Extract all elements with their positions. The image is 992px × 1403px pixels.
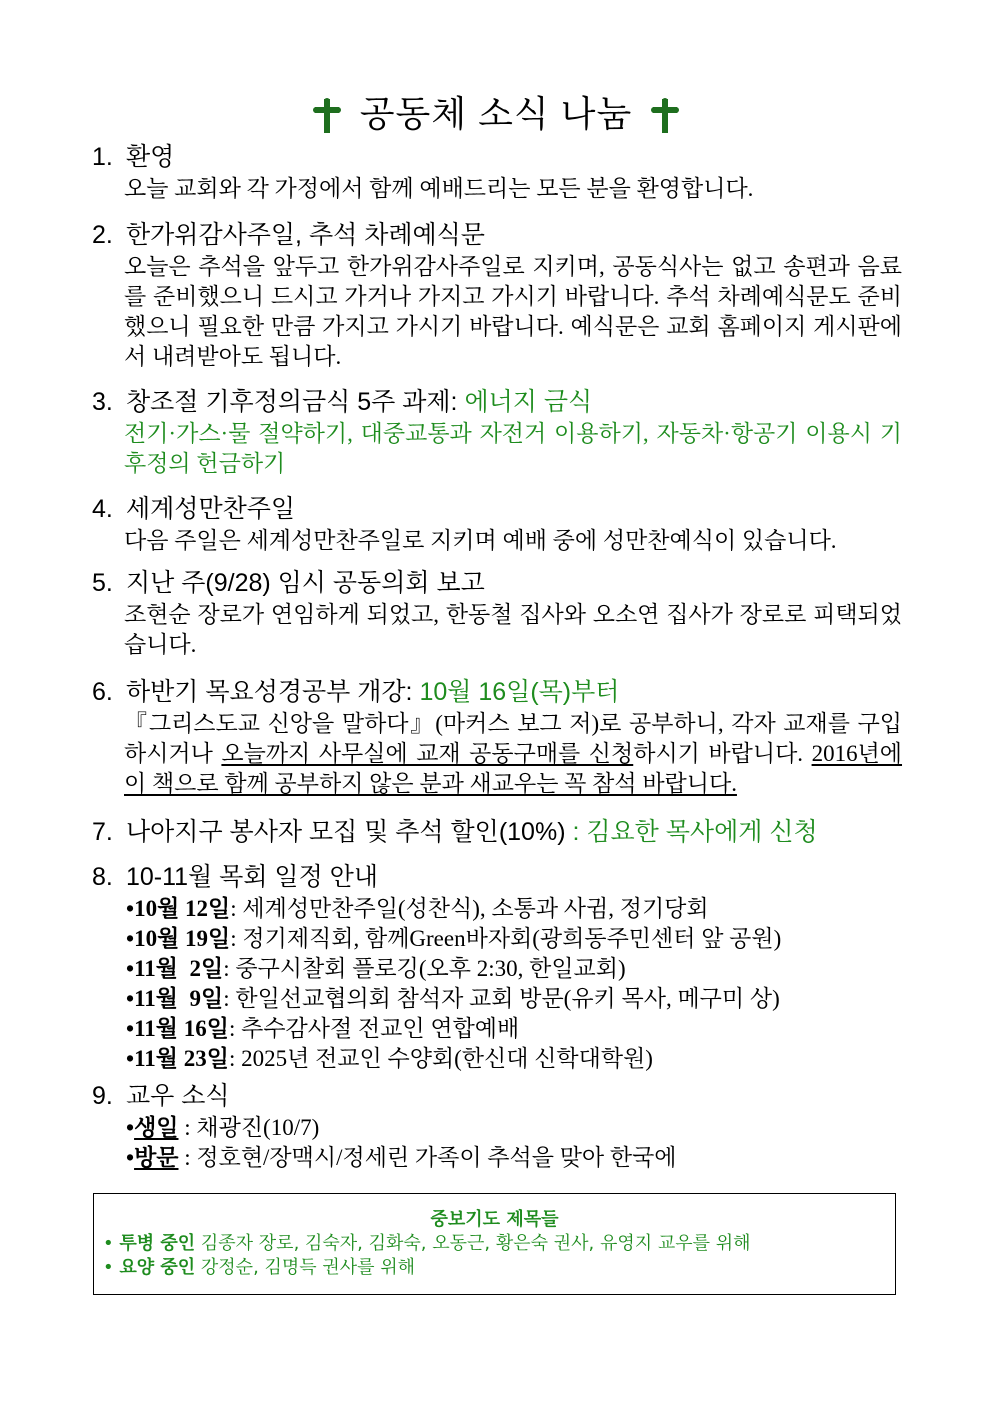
section-bible-study (92, 675, 902, 799)
schedule-item (126, 924, 902, 954)
schedule-desc: : 세계성만찬주일(성찬식), 소통과 사귐, 정기당회 (230, 896, 709, 921)
section-heading: 10-11월 목회 일정 안내 (126, 863, 378, 891)
schedule-desc: : 중구시찰회 플로깅(오후 2:30, 한일교회) (223, 956, 626, 981)
section-heading: 하반기 목요성경공부 개강: (126, 678, 413, 706)
schedule-item (126, 984, 902, 1014)
section-thanksgiving (92, 218, 902, 372)
news-label: 생일 (134, 1115, 179, 1140)
section-number: 2. (92, 221, 113, 249)
prayer-line (103, 1232, 895, 1256)
underlined-text: 오늘까지 사무실에 교재 공동구매를 신청 (221, 741, 634, 766)
bullet: • (126, 1016, 135, 1041)
cross-icon (650, 97, 680, 135)
cross-icon (312, 97, 342, 135)
section-member-news (92, 1079, 902, 1173)
schedule-date: 11월 16일 (134, 1016, 229, 1041)
prayer-text: 김종자 장로, 김숙자, 김화숙, 오동근, 황은숙 권사, 유영지 교우를 위해 (195, 1233, 751, 1254)
section-heading-highlight: : 김요한 목사에게 신청 (572, 818, 818, 846)
member-news-list (126, 1113, 902, 1173)
bullet: • (126, 986, 135, 1011)
news-item (126, 1143, 902, 1173)
bullet: • (103, 1233, 114, 1254)
prayer-label: 투병 중인 (119, 1233, 196, 1254)
schedule-date: 10월 19일 (134, 926, 231, 951)
section-volunteer (92, 815, 902, 849)
schedule-item (126, 1014, 902, 1044)
section-number: 1. (92, 143, 113, 171)
section-schedule (92, 860, 902, 1074)
prayer-label: 요양 중인 (119, 1257, 196, 1278)
section-heading-highlight: 에너지 금식 (464, 388, 593, 416)
news-desc: : 채광진(10/7) (178, 1115, 320, 1140)
section-heading: 교우 소식 (126, 1082, 230, 1110)
prayer-text: 강정순, 김명득 권사를 위해 (195, 1257, 416, 1278)
prayer-request-box (93, 1193, 896, 1295)
prayer-line (103, 1256, 895, 1280)
section-text: 전기·가스·물 절약하기, 대중교통과 자전거 이용하기, 자동차·항공기 이용시 기후정의 헌금하기 (124, 421, 902, 476)
schedule-desc: : 한일선교협의회 참석자 교회 방문(유키 목사, 메구미 상) (223, 986, 780, 1011)
underlined-text: 2016년에 이 책으로 함께 공부하지 않은 분과 새교우는 꼭 참석 바랍니다. (124, 741, 903, 796)
section-number: 4. (92, 495, 113, 523)
section-text (124, 709, 902, 799)
page-title: 공동체 소식 나눔 (359, 93, 633, 134)
section-heading-highlight: 10월 16일(목)부터 (419, 678, 620, 706)
bullet: • (126, 1046, 135, 1071)
section-heading: 창조절 기후정의금식 5주 과제: (126, 388, 458, 416)
section-number: 5. (92, 569, 113, 597)
schedule-date: 11월 2일 (134, 956, 224, 981)
schedule-item (126, 954, 902, 984)
bullet: • (126, 956, 135, 981)
section-heading: 환영 (126, 143, 175, 171)
schedule-desc: : 2025년 전교인 수양회(한신대 신학대학원) (228, 1046, 653, 1071)
section-number: 6. (92, 678, 113, 706)
bullet: • (126, 926, 135, 951)
text-part: 하시기 바랍니다. (633, 741, 812, 766)
section-communion-sunday (92, 492, 902, 556)
bullet: • (126, 1115, 135, 1140)
section-number: 9. (92, 1082, 113, 1110)
schedule-date: 10월 12일 (134, 896, 231, 921)
section-climate-fast (92, 385, 902, 479)
section-number: 3. (92, 388, 113, 416)
schedule-item (126, 894, 902, 924)
section-number: 8. (92, 863, 113, 891)
schedule-desc: : 정기제직회, 함께Green바자회(광희동주민센터 앞 공원) (230, 926, 782, 951)
section-text: 다음 주일은 세계성만찬주일로 지키며 예배 중에 성만찬예식이 있습니다. (124, 528, 837, 553)
prayer-title: 중보기도 제목들 (430, 1209, 559, 1230)
schedule-desc: : 추수감사절 전교인 연합예배 (228, 1016, 520, 1041)
news-desc: : 정호현/장맥시/정세린 가족이 추석을 맞아 한국에 (178, 1145, 677, 1170)
news-label: 방문 (134, 1145, 179, 1170)
section-heading: 지난 주(9/28) 임시 공동의회 보고 (126, 569, 485, 597)
section-heading: 나아지구 봉사자 모집 및 추석 할인(10%) (126, 818, 566, 846)
bullet: • (126, 1145, 135, 1170)
schedule-date: 11월 9일 (134, 986, 224, 1011)
section-heading: 세계성만찬주일 (126, 495, 296, 523)
section-welcome (92, 140, 902, 204)
page-title-row (0, 88, 992, 140)
text-part: 『그리스도교 신앙을 말하다』(마커스 보그 저)로 공부하니, 각자 교재를 구입하시거나 (124, 711, 902, 766)
section-congregation-report (92, 566, 902, 660)
section-number: 7. (92, 818, 113, 846)
section-text: 오늘은 추석을 앞두고 한가위감사주일로 지키며, 공동식사는 없고 송편과 음료를 준비했으니 드시고 가거나 가지고 가시기 바랍니다. 추석 차례예식문도 준비했으니 필요한 만큼 가지고 가시기 바랍니다. 예식문은 교회 홈페이지 게시판에서 내려받아도 됩니다. (124, 254, 902, 369)
bullet: • (126, 896, 135, 921)
news-item (126, 1113, 902, 1143)
schedule-list (126, 894, 902, 1074)
bullet: • (103, 1257, 114, 1278)
schedule-item (126, 1044, 902, 1074)
schedule-date: 11월 23일 (134, 1046, 229, 1071)
section-text: 오늘 교회와 각 가정에서 함께 예배드리는 모든 분을 환영합니다. (124, 176, 754, 201)
section-text: 조현순 장로가 연임하게 되었고, 한동철 집사와 오소연 집사가 장로로 피택되었습니다. (124, 602, 902, 657)
section-heading: 한가위감사주일, 추석 차례예식문 (126, 221, 485, 249)
